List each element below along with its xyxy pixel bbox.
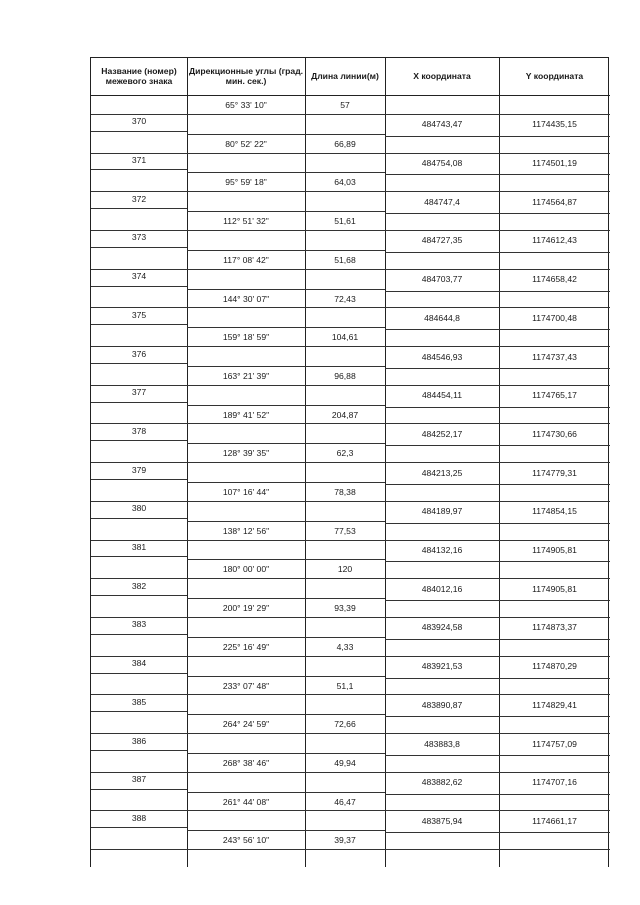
row-divider: [187, 753, 385, 754]
direction-angle-cell: 268° 38' 46": [222, 757, 270, 768]
mark-name-cell: 372: [131, 193, 147, 204]
row-divider: [91, 518, 187, 519]
mark-name-cell: 377: [131, 387, 147, 398]
y-coordinate-cell: 1174737,43: [532, 351, 577, 362]
y-coordinate-cell: 1174435,15: [532, 119, 577, 130]
mark-name-cell: 381: [131, 542, 147, 553]
x-coordinate-cell: 483890,87: [421, 699, 463, 710]
mark-name-cell: 378: [131, 425, 147, 436]
row-divider: [187, 134, 385, 135]
row-divider: [91, 849, 610, 850]
row-divider: [91, 578, 610, 579]
header-direction-angle: Дирекционные углы (град. мин. сек.): [188, 65, 304, 86]
direction-angle-cell: 180° 00' 00": [222, 564, 270, 575]
y-coordinate-cell: 1174757,09: [532, 738, 577, 749]
x-coordinate-cell: 483924,58: [421, 622, 463, 633]
row-divider: [187, 250, 385, 251]
row-divider: [91, 191, 610, 192]
x-coordinate-cell: 484213,25: [421, 467, 463, 478]
row-divider: [385, 368, 610, 369]
mark-name-cell: 387: [131, 774, 147, 785]
row-divider: [385, 639, 610, 640]
y-coordinate-cell: 1174661,17: [532, 815, 577, 826]
x-coordinate-cell: 483875,94: [421, 815, 463, 826]
mark-name-cell: 376: [131, 348, 147, 359]
row-divider: [187, 521, 385, 522]
line-length-cell: 66,89: [334, 138, 356, 149]
row-divider: [385, 794, 610, 795]
x-coordinate-cell: 484189,97: [421, 506, 463, 517]
direction-angle-cell: 264° 24' 59": [222, 719, 270, 730]
y-coordinate-cell: 1174658,42: [532, 274, 577, 285]
row-divider: [91, 131, 187, 132]
row-divider: [91, 169, 187, 170]
direction-angle-cell: 117° 08' 42": [223, 254, 269, 265]
direction-angle-cell: 233° 07' 48": [222, 680, 270, 691]
y-coordinate-cell: 1174870,29: [532, 661, 577, 672]
row-divider: [385, 252, 610, 253]
row-divider: [187, 289, 385, 290]
header-divider: [91, 95, 610, 96]
mark-name-cell: 373: [131, 232, 147, 243]
row-divider: [91, 247, 187, 248]
mark-name-cell: 382: [131, 580, 147, 591]
row-divider: [187, 366, 385, 367]
y-coordinate-cell: 1174730,66: [532, 428, 577, 439]
row-divider: [91, 595, 187, 596]
row-divider: [91, 114, 610, 115]
row-divider: [187, 172, 385, 173]
row-divider: [385, 755, 610, 756]
y-coordinate-cell: 1174700,48: [532, 312, 577, 323]
direction-angle-cell: 225° 16' 49": [222, 641, 270, 652]
row-divider: [385, 213, 610, 214]
line-length-cell: 72,66: [334, 719, 356, 730]
direction-angle-cell: 200° 19' 29": [222, 603, 270, 614]
row-divider: [91, 827, 187, 828]
row-divider: [91, 673, 187, 674]
row-divider: [385, 678, 610, 679]
row-divider: [187, 637, 385, 638]
row-divider: [385, 600, 610, 601]
row-divider: [91, 711, 187, 712]
direction-angle-cell: 65° 33' 10": [225, 100, 267, 110]
coordinates-table: [90, 57, 609, 867]
row-divider: [187, 830, 385, 831]
line-length-cell: 49,94: [334, 757, 356, 768]
row-divider: [187, 714, 385, 715]
direction-angle-cell: 128° 39' 35": [222, 448, 270, 459]
line-length-cell: 96,88: [334, 370, 356, 381]
row-divider: [385, 716, 610, 717]
row-divider: [91, 789, 187, 790]
direction-angle-cell: 163° 21' 39": [222, 370, 270, 381]
row-divider: [91, 750, 187, 751]
y-coordinate-cell: 1174873,37: [532, 622, 577, 633]
row-divider: [91, 540, 610, 541]
direction-angle-cell: 261° 44' 08": [222, 796, 270, 807]
row-divider: [91, 286, 187, 287]
row-divider: [91, 385, 610, 386]
row-divider: [187, 443, 385, 444]
mark-name-cell: 375: [131, 309, 147, 320]
y-coordinate-cell: 1174905,81: [532, 583, 577, 594]
mark-name-cell: 384: [131, 658, 147, 669]
line-length-cell: 77,53: [334, 525, 356, 536]
x-coordinate-cell: 483882,62: [421, 777, 463, 788]
row-divider: [91, 501, 610, 502]
direction-angle-cell: 243° 56' 10": [222, 835, 270, 846]
row-divider: [385, 407, 610, 408]
row-divider: [187, 559, 385, 560]
header-x-coordinate: X координата: [413, 70, 471, 81]
row-divider: [91, 656, 610, 657]
x-coordinate-cell: 484727,35: [421, 235, 463, 246]
row-divider: [385, 329, 610, 330]
line-length-cell: 4,33: [336, 641, 354, 652]
row-divider: [385, 291, 610, 292]
row-divider: [385, 832, 610, 833]
row-divider: [91, 402, 187, 403]
row-divider: [385, 445, 610, 446]
mark-name-cell: 374: [131, 271, 147, 282]
direction-angle-cell: 189° 41' 52": [222, 409, 270, 420]
row-divider: [91, 208, 187, 209]
y-coordinate-cell: 1174905,81: [532, 545, 577, 556]
row-divider: [91, 556, 187, 557]
row-divider: [385, 523, 610, 524]
direction-angle-cell: 112° 51' 32": [223, 216, 269, 227]
line-length-cell: 104,61: [331, 332, 359, 343]
line-length-cell: 51,61: [334, 216, 356, 227]
row-divider: [187, 327, 385, 328]
row-divider: [385, 484, 610, 485]
line-length-cell: 62,3: [336, 448, 354, 459]
mark-name-cell: 388: [131, 812, 147, 823]
line-length-cell: 64,03: [334, 177, 356, 188]
y-coordinate-cell: 1174501,19: [532, 158, 577, 169]
x-coordinate-cell: 484546,93: [421, 351, 463, 362]
line-length-cell: 78,38: [334, 487, 356, 497]
row-divider: [91, 772, 610, 773]
line-length-cell: 204,87: [331, 409, 359, 420]
direction-angle-cell: 159° 18' 59": [222, 332, 270, 343]
mark-name-cell: 379: [131, 464, 147, 475]
line-length-cell: 46,47: [334, 796, 356, 807]
x-coordinate-cell: 484743,47: [421, 119, 463, 130]
x-coordinate-cell: 484012,16: [421, 583, 463, 594]
x-coordinate-cell: 484252,17: [421, 428, 463, 439]
x-coordinate-cell: 484703,77: [421, 274, 463, 285]
row-divider: [91, 462, 610, 463]
direction-angle-cell: 107° 16' 44": [222, 487, 270, 497]
direction-angle-cell: 95° 59' 18": [225, 177, 267, 188]
row-divider: [187, 405, 385, 406]
row-divider: [91, 694, 610, 695]
y-coordinate-cell: 1174564,87: [532, 196, 577, 207]
row-divider: [91, 324, 187, 325]
row-divider: [91, 810, 610, 811]
line-length-cell: 93,39: [334, 603, 356, 614]
row-divider: [91, 307, 610, 308]
row-divider: [187, 792, 385, 793]
line-length-cell: 51,68: [334, 254, 356, 265]
row-divider: [91, 363, 187, 364]
row-divider: [91, 346, 610, 347]
row-divider: [91, 153, 610, 154]
y-coordinate-cell: 1174765,17: [532, 390, 577, 401]
line-length-cell: 51,1: [336, 680, 354, 691]
x-coordinate-cell: 484747,4: [424, 196, 460, 207]
x-coordinate-cell: 483921,53: [421, 661, 463, 672]
y-coordinate-cell: 1174707,16: [532, 777, 577, 788]
row-divider: [385, 136, 610, 137]
row-divider: [91, 230, 610, 231]
row-divider: [91, 733, 610, 734]
mark-name-cell: 371: [131, 155, 147, 166]
y-coordinate-cell: 1174779,31: [532, 467, 577, 478]
header-line-length: Длина линии(м): [311, 70, 379, 81]
row-divider: [187, 676, 385, 677]
row-divider: [187, 598, 385, 599]
row-divider: [91, 634, 187, 635]
mark-name-cell: 380: [131, 503, 147, 514]
direction-angle-cell: 138° 12' 56": [222, 525, 270, 536]
x-coordinate-cell: 484454,11: [422, 390, 462, 401]
row-divider: [385, 174, 610, 175]
y-coordinate-cell: 1174829,41: [532, 699, 577, 710]
row-divider: [187, 482, 385, 483]
x-coordinate-cell: 484754,08: [421, 158, 463, 169]
line-length-cell: 57: [340, 100, 350, 110]
row-divider: [187, 211, 385, 212]
row-divider: [91, 423, 610, 424]
row-divider: [91, 617, 610, 618]
mark-name-cell: 370: [131, 116, 147, 127]
x-coordinate-cell: 484644,8: [424, 312, 460, 323]
x-coordinate-cell: 484132,16: [421, 545, 463, 556]
mark-name-cell: 386: [131, 735, 147, 746]
line-length-cell: 72,43: [334, 293, 356, 304]
row-divider: [91, 440, 187, 441]
y-coordinate-cell: 1174854,15: [532, 506, 577, 517]
header-y-coordinate: Y координата: [525, 70, 584, 81]
mark-name-cell: 385: [131, 696, 147, 707]
row-divider: [91, 269, 610, 270]
mark-name-cell: 383: [131, 619, 147, 630]
row-divider: [91, 479, 187, 480]
header-mark-name: Название (номер) межевого знака: [101, 65, 177, 86]
line-length-cell: 120: [337, 564, 353, 575]
x-coordinate-cell: 483883,8: [424, 738, 460, 749]
row-divider: [385, 561, 610, 562]
direction-angle-cell: 80° 52' 22": [225, 138, 267, 149]
line-length-cell: 39,37: [334, 835, 356, 846]
y-coordinate-cell: 1174612,43: [532, 235, 577, 246]
direction-angle-cell: 144° 30' 07": [222, 293, 270, 304]
